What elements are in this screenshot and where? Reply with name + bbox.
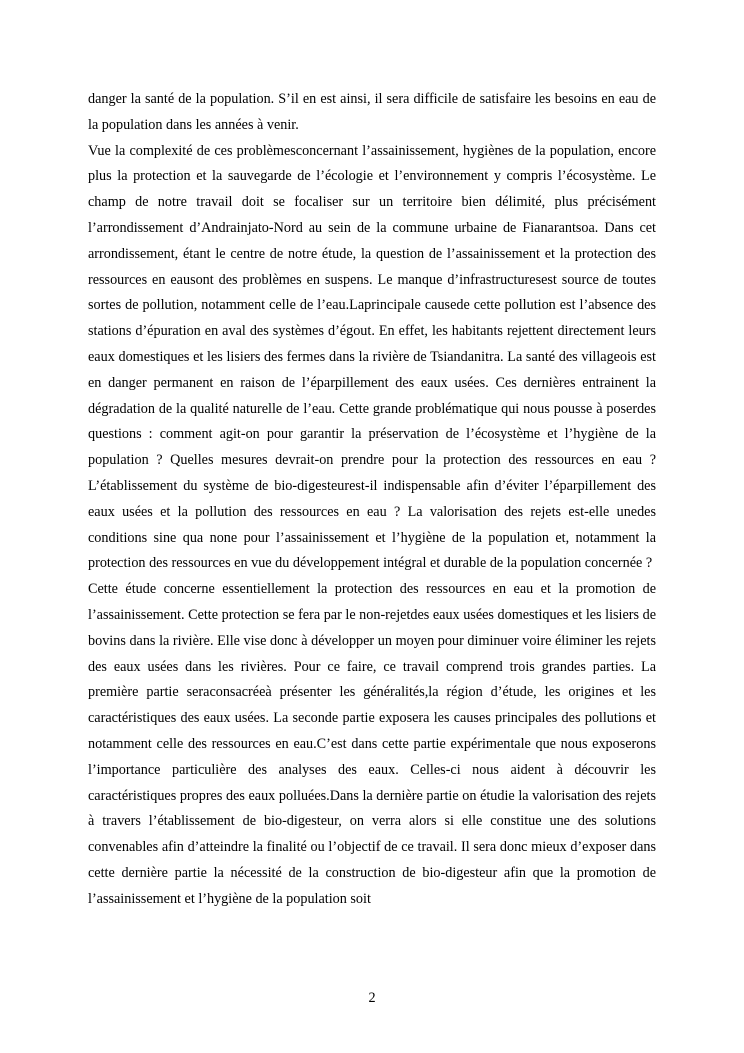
paragraph-problem-statement: Vue la complexité de ces problèmesconcernant l’assainissement, hygiènes de la population, encore plus la protection et la sauvegarde de l’écologie et l’environnement y compris l’écosystème. Le champ de notre travail doit se focaliser sur un territoire bien délimité, plus précisément l’arrondissement d’Andrainjato-Nord au sein de la commune urbaine de Fianarantsoa. Dans cet arrondissement, étant le centre de notre étude, la question de l’assainissement et la protection des ressources en eausont des problèmes en suspens. Le manque d’infrastructuresest source de toutes sortes de pollution, notamment celle de l’eau.Laprincipale causede cette pollution est l’absence des stations d’épuration en aval des systèmes d’égout. En effet, les habitants rejettent directement leurs eaux domestiques et les lisiers des fermes dans la rivière de Tsiandanitra. La santé des villageois est en danger permanent en raison de l’éparpillement des eaux usées. Ces dernières entrainent la dégradation de la qualité naturelle de l’eau. Cette grande problématique qui nous pousse à poserdes questions : comment agit-on pour garantir la préservation de l’écosystème et l’hygiène de la population ? Quelles mesures devrait-on prendre pour la protection des ressources en eau ? L’établissement du système de bio-digesteurest-il indispensable afin d’éviter l’éparpillement des eaux usées et la pollution des ressources en eau ? La valorisation des rejets est-elle unedes conditions sine qua none pour l’assainissement et l’hygiène de la population et, notamment la protection des ressources en vue du développement intégral et durable de la population concernée ? [88, 142, 656, 572]
paragraph-study-outline: Cette étude concerne essentiellement la protection des ressources en eau et la promotion de l’assainissement. Cette protection se fera par le non-rejetdes eaux usées domestiques et les lisiers de bovins dans la rivière. Elle vise donc à développer un moyen pour diminuer voire éliminer les rejets des eaux usées dans les rivières. Pour ce faire, ce travail comprend trois grandes parties. La première partie seraconsacréeà présenter les généralités,la région d’étude, les origines et les caractéristiques des eaux usées. La seconde partie exposera les causes principales des pollutions et notamment celle des ressources en eau.C’est dans cette partie expérimentale que nous exposerons l’importance particulière des analyses des eaux. Celles-ci nous aident à découvrir les caractéristiques propres des eaux polluées.Dans la dernière partie on étudie la valorisation des rejets à travers l’établissement de bio-digesteur, on verra alors si elle constitue une des solutions convenables afin d’atteindre la finalité ou l’objectif de ce travail. Il sera donc mieux d’exposer dans cette dernière partie la nécessité de la construction de bio-digesteur afin que la promotion de l’assainissement et l’hygiène de la population soit [88, 581, 656, 907]
paragraph-continuation: danger la santé de la population. S’il en est ainsi, il sera difficile de satisfaire les besoins en eau de la population dans les années à venir. [88, 91, 656, 133]
page-number: 2 [368, 990, 376, 1006]
body-text [88, 87, 656, 913]
